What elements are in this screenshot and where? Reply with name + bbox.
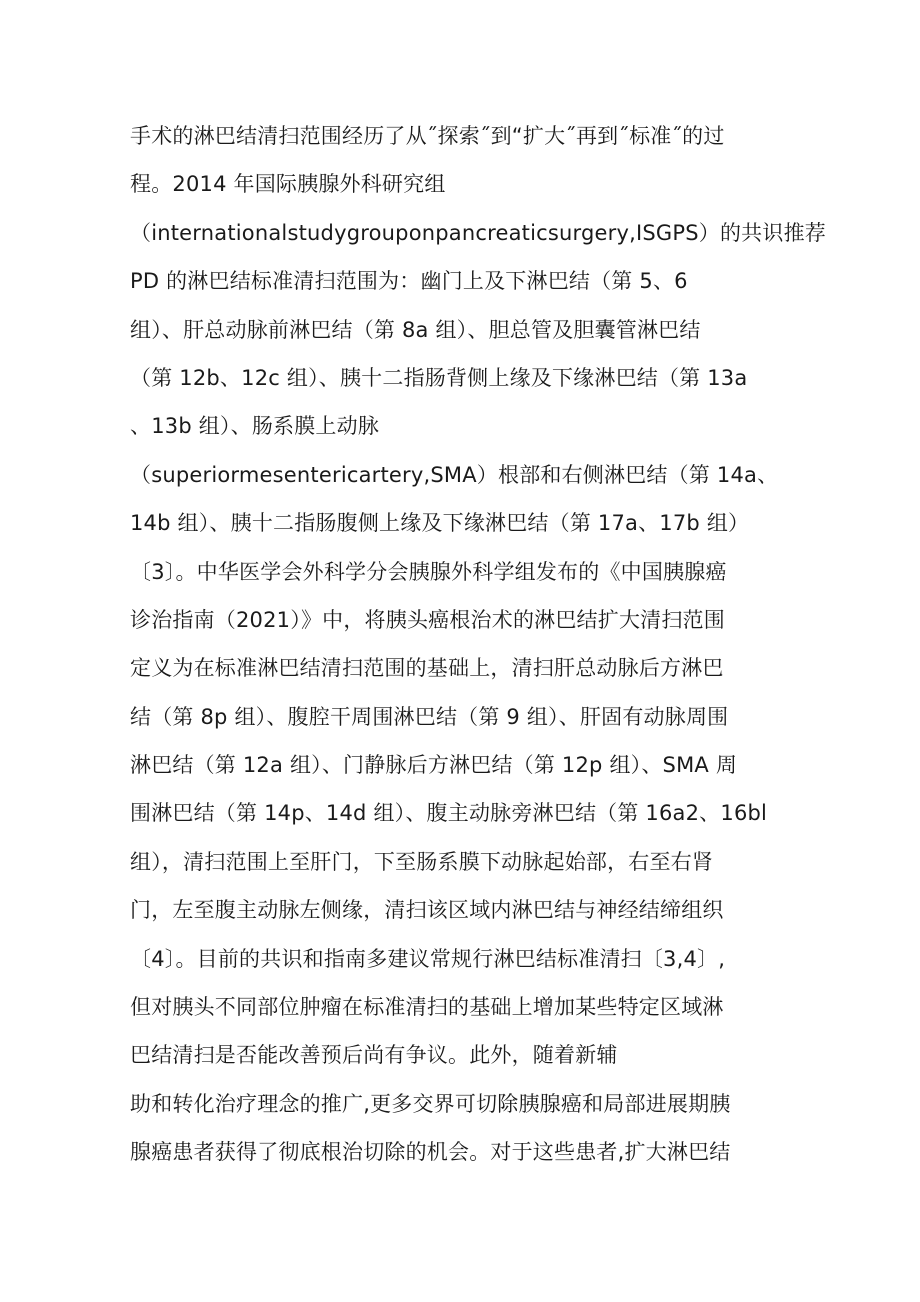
text-line: 诊治指南（2021）》中，将胰头癌根治术的淋巴结扩大清扫范围 — [130, 607, 725, 632]
text-line: 围淋巴结（第 14p、14d 组）、腹主动脉旁淋巴结（第 16a2、16bl — [130, 801, 768, 826]
text-line: 〔3〕。中华医学会外科学分会胰腺外科学组发布的《中国胰腺癌 — [130, 559, 727, 584]
text-line: 〔4〕。目前的共识和指南多建议常规行淋巴结标准清扫〔3,4〕, — [130, 946, 726, 971]
text-line: （internationalstudygrouponpancreaticsurgery,ISGPS）的共识推荐 — [130, 220, 826, 245]
text-line: 但对胰头不同部位肿瘤在标准清扫的基础上增加某些特定区域淋 — [130, 995, 724, 1020]
text-line: 定义为在标准淋巴结清扫范围的基础上，清扫肝总动脉后方淋巴 — [130, 656, 724, 681]
text-line: 巴结清扫是否能改善预后尚有争议。此外，随着新辅 — [130, 1043, 618, 1068]
text-line: 14b 组）、胰十二指肠腹侧上缘及下缘淋巴结（第 17a、17b 组） — [130, 511, 750, 536]
text-line: 助和转化治疗理念的推广,更多交界可切除胰腺癌和局部进展期胰 — [130, 1091, 731, 1116]
text-line: （superiormesentericartery,SMA）根部和右侧淋巴结（第 14a、 — [130, 462, 779, 487]
text-line: 程。2014 年国际胰腺外科研究组 — [130, 172, 446, 197]
text-line: 组）、肝总动脉前淋巴结（第 8a 组）、胆总管及胆囊管淋巴结 — [130, 317, 701, 342]
text-line: 、13b 组）、肠系膜上动脉 — [130, 414, 380, 439]
body-paragraph — [130, 112, 826, 1177]
text-line: 结（第 8p 组）、腹腔干周围淋巴结（第 9 组）、肝固有动脉周围 — [130, 704, 729, 729]
text-line: 门，左至腹主动脉左侧缘，清扫该区域内淋巴结与神经结缔组织 — [130, 898, 724, 923]
text-line: （第 12b、12c 组）、胰十二指肠背侧上缘及下缘淋巴结（第 13a — [130, 365, 748, 390]
text-line: 腺癌患者获得了彻底根治切除的机会。对于这些患者,扩大淋巴结 — [130, 1140, 731, 1165]
text-line: 组），清扫范围上至肝门，下至肠系膜下动脉起始部，右至右肾 — [130, 849, 714, 874]
text-line: 手术的淋巴结清扫范围经历了从˝探索˝到“扩大˝再到˝标准˝的过 — [130, 124, 725, 148]
text-line: 淋巴结（第 12a 组）、门静脉后方淋巴结（第 12p 组）、SMA 周 — [130, 753, 738, 778]
text-line: PD 的淋巴结标准清扫范围为：幽门上及下淋巴结（第 5、6 — [130, 269, 688, 294]
